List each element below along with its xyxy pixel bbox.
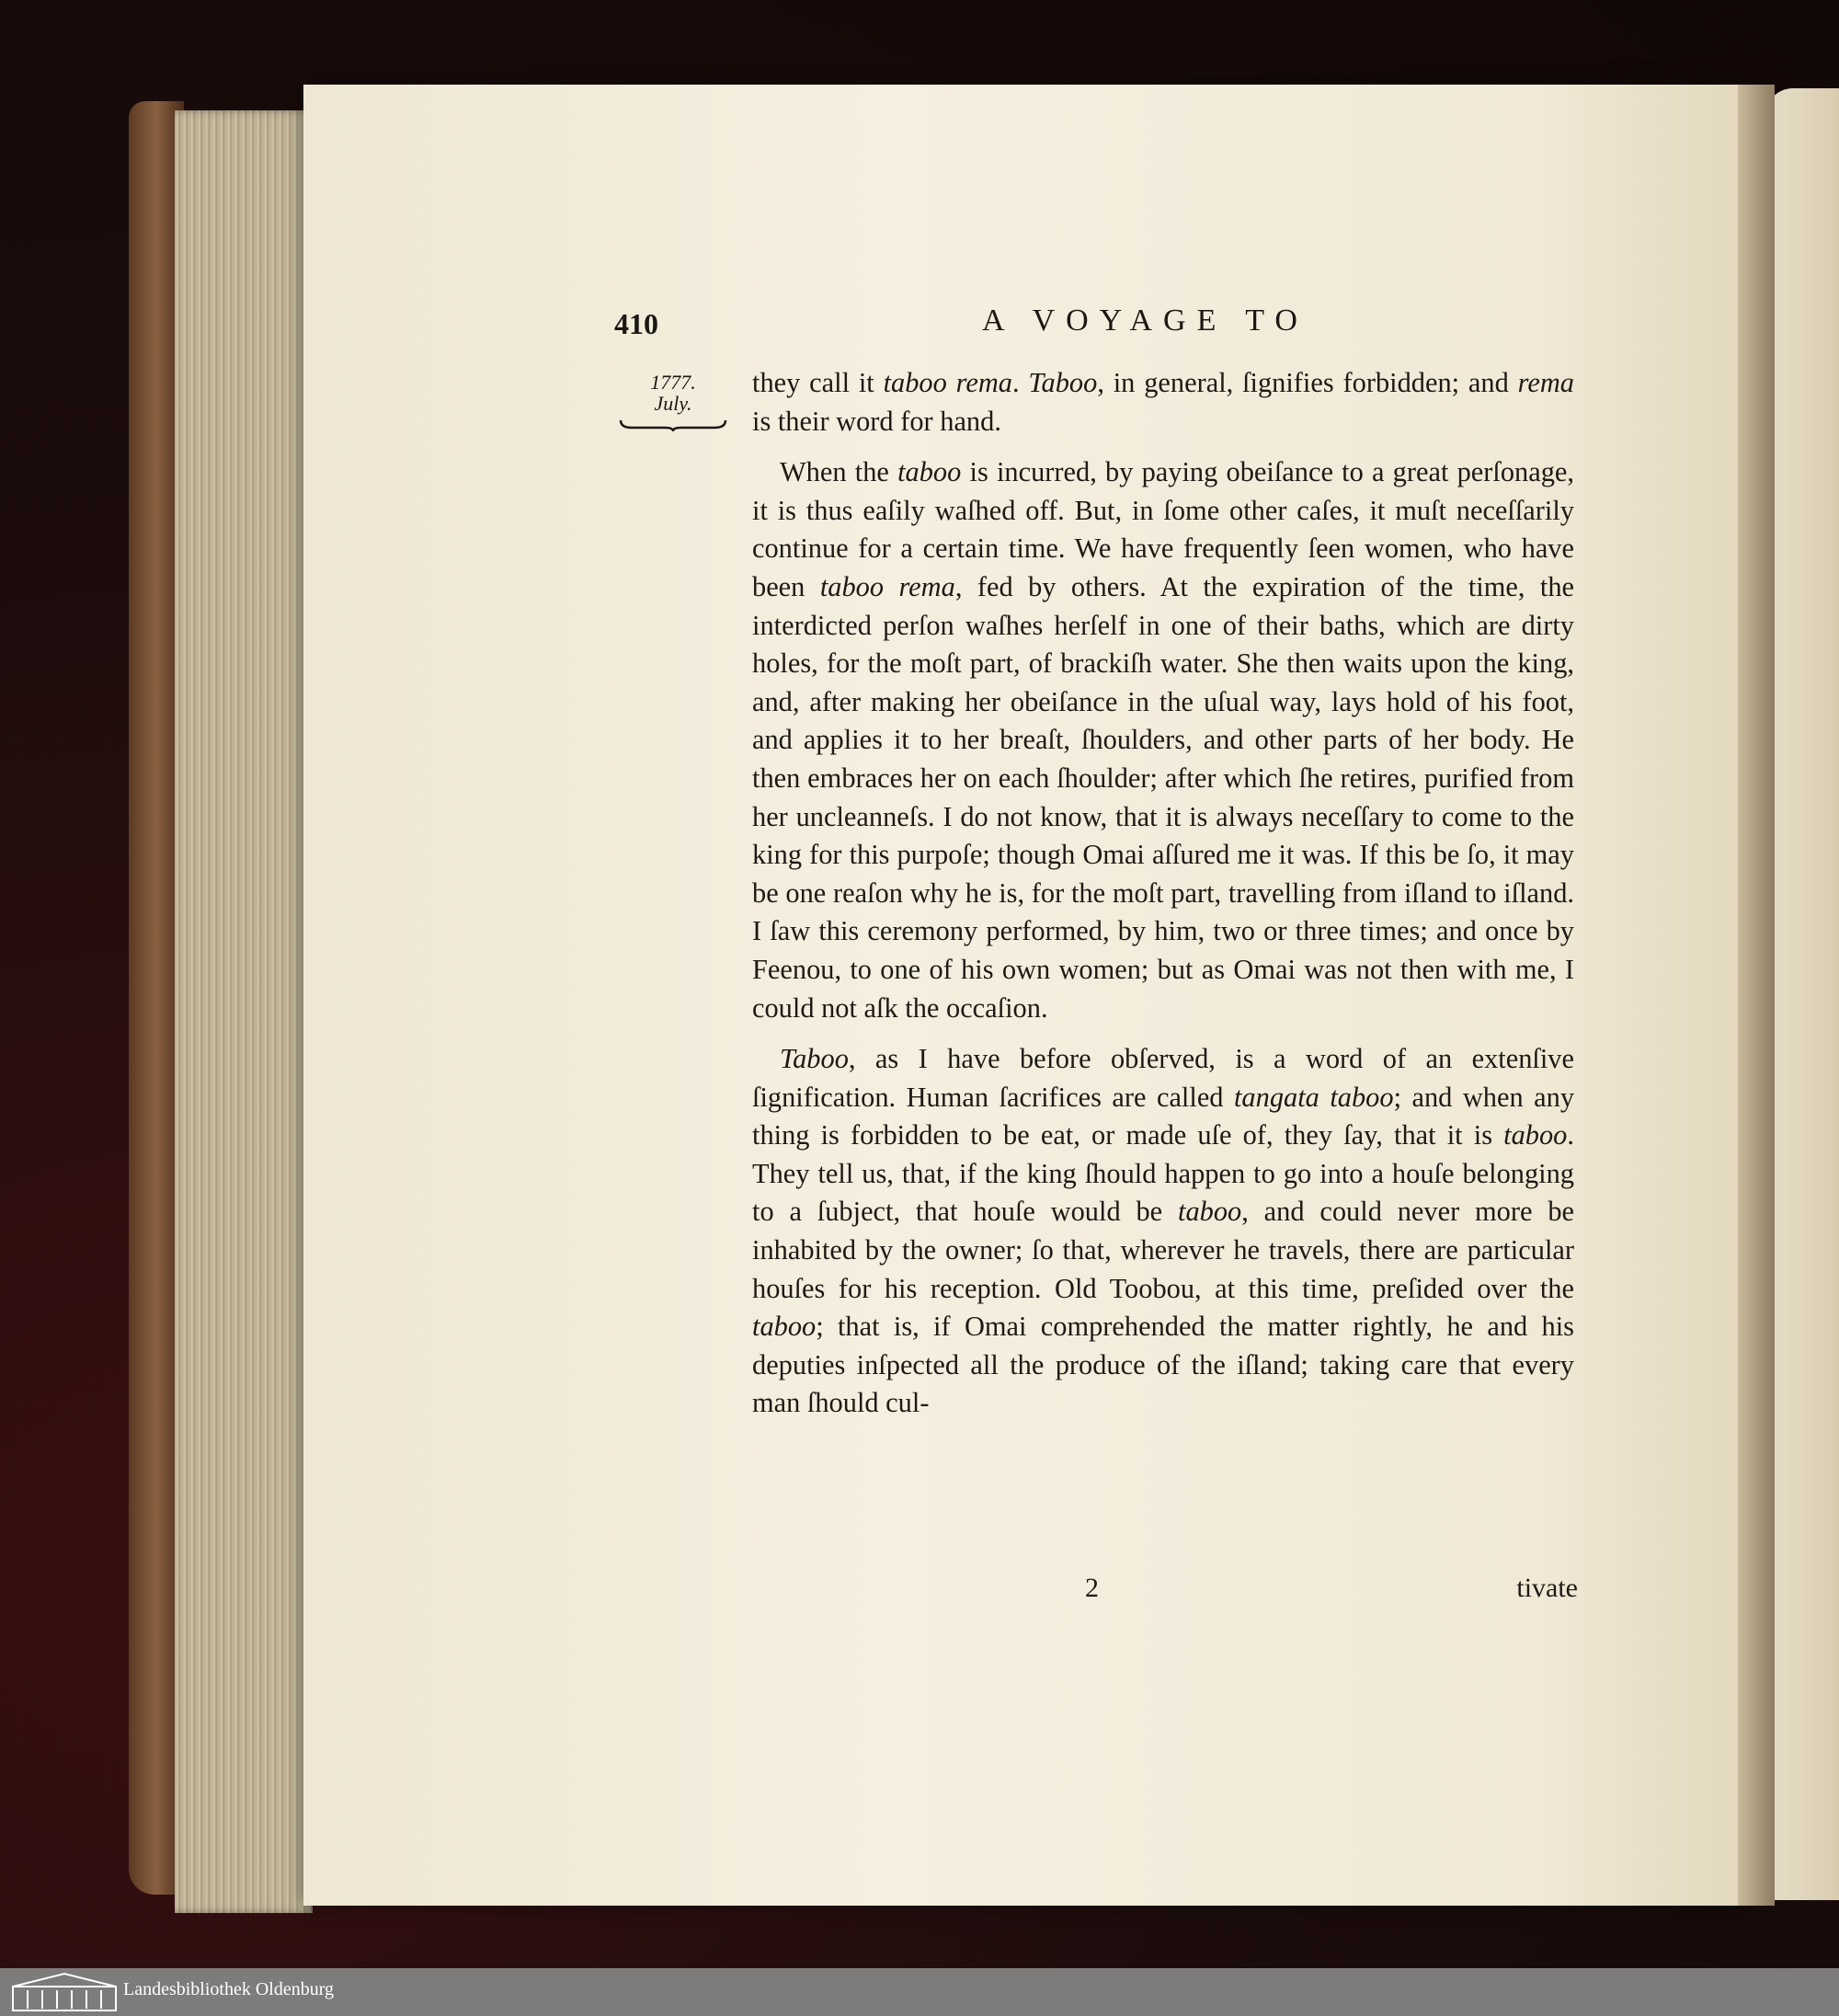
text-run: .	[1011, 367, 1029, 398]
brace-icon	[619, 417, 727, 431]
italic-term: taboo rema	[819, 570, 955, 602]
signature-line	[1085, 1573, 1578, 1609]
footer-bar	[0, 1968, 1839, 2016]
italic-term: taboo	[897, 456, 962, 488]
text-run: ; and when any thing is forbidden to be eat, or made uſe of, they ſay, that it is	[752, 1081, 1575, 1151]
running-head	[614, 304, 1589, 349]
text-run: is incurred, by paying obeiſance to a great perſonage, it is thus eaſily waſhed off. But, in ſome other caſes, it muſt neceſſarily continue for a certain time. We have frequently ſeen women, who have been	[752, 456, 1574, 602]
text-run: , in general, ſignifies forbidden; and	[1097, 367, 1518, 398]
text-run: . They tell us, that, if the king ſhould happen to go into a houſe belonging to a ſubject, that houſe would be	[752, 1119, 1574, 1228]
italic-term: rema	[1517, 367, 1574, 398]
text-run: , as I have before obſerved, is a word of an extenſive ſignification. Human ſacrifices are called	[752, 1043, 1574, 1113]
text-run: , and could never more be inhabited by the owner; ſo that, wherever he travels, there are particular houſes for his reception. Old Toobou, at this time, preſided over the	[752, 1196, 1574, 1304]
running-title: A VOYAGE TO	[982, 304, 1308, 338]
margin-month: July.	[654, 392, 692, 415]
page-number: 410	[614, 307, 658, 340]
italic-term: Taboo	[780, 1043, 849, 1075]
margin-year: 1777.	[650, 371, 696, 394]
italic-term: taboo	[1178, 1196, 1242, 1228]
catchword: tivate	[1516, 1573, 1578, 1603]
margin-date-note	[618, 372, 728, 431]
italic-term: taboo	[752, 1311, 817, 1343]
paragraph-2	[752, 453, 1574, 1027]
signature-mark: 2	[1085, 1573, 1099, 1603]
paragraph-3	[752, 1040, 1574, 1423]
italic-term: tangata taboo	[1233, 1081, 1394, 1113]
page-edges	[175, 110, 313, 1913]
library-name: Landesbibliothek Oldenburg	[123, 1979, 335, 1999]
text-run: is their word for hand.	[752, 405, 1001, 437]
facing-page-edge	[1765, 88, 1839, 1900]
italic-term: taboo	[1503, 1119, 1568, 1151]
text-run: ; that is, if Omai comprehended the matter rightly, he and his deputies inſpected all the produce of the iſland; taking care that every man ſhould cul-	[752, 1311, 1574, 1419]
body-text	[752, 364, 1574, 1423]
text-run: When the	[780, 456, 898, 488]
book-gutter	[1738, 85, 1775, 1906]
italic-term: taboo rema	[883, 367, 1012, 398]
library-building-icon	[9, 1972, 120, 2012]
text-run: , fed by others. At the expiration of the time, the interdicted perſon waſhes herſelf in one of their baths, which are dirty holes, for the moſt part, of brackiſh water. She then waits upon the king, and, after making her obeiſance in the uſual way, lays hold of his foot, and applies it to her breaſt, ſhoulders, and other parts of her body. He then embraces her on each ſhoulder; after which ſhe retires, purified from her uncleanneſs. I do not know, that it is always neceſſary to come to the king for this purpoſe; though Omai aſſured me it was. If this be ſo, it may be one reaſon why he is, for the moſt part, travelling from iſland to iſland. I ſaw this ceremony performed, by him, two or three times; and once by Feenou, to one of his own women; but as Omai was not then with me, I could not aſk the occaſion.	[752, 570, 1575, 1024]
paragraph-1	[752, 364, 1574, 441]
text-run: they call it	[752, 367, 884, 398]
italic-term: Taboo	[1028, 367, 1098, 398]
